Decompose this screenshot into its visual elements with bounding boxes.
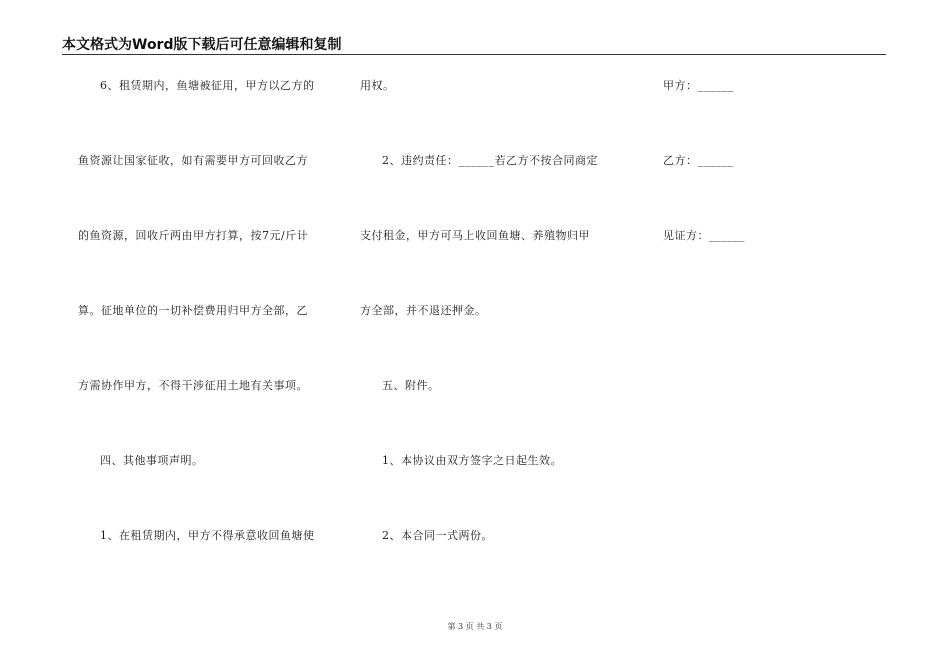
- witness-signature-line: 见证方：______: [663, 229, 745, 242]
- page-number: 第 3 页 共 3 页: [447, 622, 503, 631]
- section-heading: 五、附件。: [382, 379, 440, 392]
- text-line: 6、租赁期内，鱼塘被征用，甲方以乙方的: [100, 79, 315, 92]
- text-line: 用权。: [360, 79, 395, 92]
- party-a-signature-line: 甲方：______: [663, 79, 734, 92]
- text-line: 鱼资源让国家征收，如有需要甲方可回收乙方: [78, 154, 308, 167]
- party-b-signature-line: 乙方：______: [663, 154, 734, 167]
- header-divider: [62, 54, 886, 55]
- text-line: 1、在租赁期内，甲方不得承意收回鱼塘使: [100, 529, 315, 542]
- text-line: 方需协作甲方，不得干涉征用土地有关事项。: [78, 379, 308, 392]
- text-line: 算。征地单位的一切补偿费用归甲方全部，乙: [78, 304, 308, 317]
- document-header-title: 本文格式为Word版下载后可任意编辑和复制: [62, 37, 342, 53]
- text-line: 2、本合同一式两份。: [382, 529, 493, 542]
- section-heading: 四、其他事项声明。: [100, 454, 204, 467]
- text-line: 1、本协议由双方签字之日起生效。: [382, 454, 562, 467]
- text-line: 的鱼资源，回收斤两由甲方打算，按7元/斤计: [78, 229, 309, 242]
- text-line: 2、违约责任：______若乙方不按合同商定: [382, 154, 598, 167]
- text-line: 支付租金，甲方可马上收回鱼塘、养殖物归甲: [360, 229, 590, 242]
- text-line: 方全部，并不退还押金。: [360, 304, 487, 317]
